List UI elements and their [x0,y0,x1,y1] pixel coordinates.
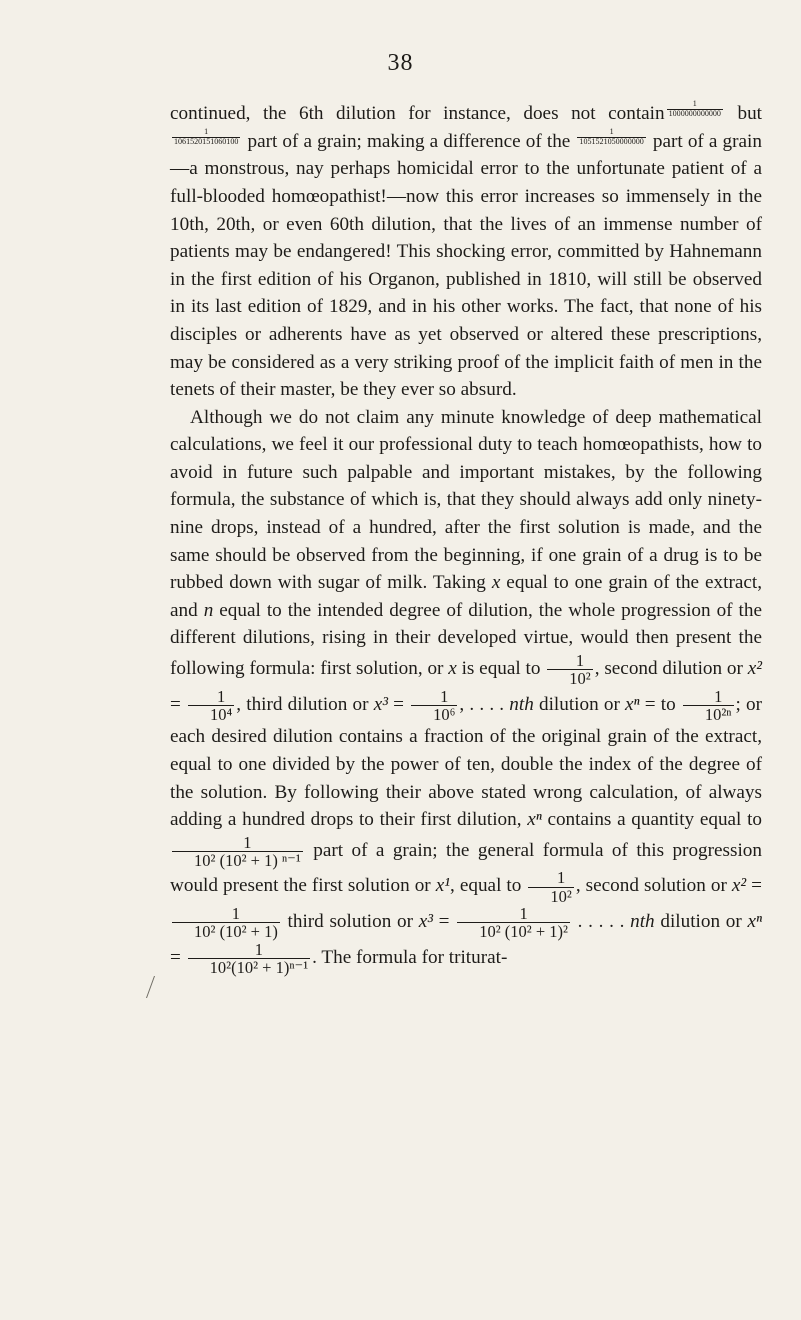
text-column [170,100,762,976]
var-x: x [491,572,501,594]
p2-text-11: = to [639,693,681,715]
p2-text-1: Although we do not claim any minute knowledge of deep mathematical calculations, we feel it our professional duty to teach homœopathists, how to avoid in future such palpable and important mistakes, by the following formula, the substance of which is, that they should always add only ninety-nine drops, instead of a hundred, after the first solution is made, and the same should be observed from the beginning, if one grain of a drug is to be rubbed down with sugar of milk. Taking [170,406,762,594]
paragraph-1 [170,100,762,404]
p2-text-18: third solution or [281,911,419,933]
var-x1: x¹ [435,875,451,897]
fraction-third-dilution: $\frac{1}{\text{10⁶}}$ [411,688,457,724]
p2-text-12: ; or each desired dilution contains a fraction of the original grain of the extract, equal to one divided by the power of ten, double the index of the degree of the solution. By following their above stated wrong calculation, of always adding a hundred drops to their first dilution, [170,693,763,831]
nth-label: nth [509,693,534,715]
fraction-wrong-calculation: $\frac{1}{\text{10² (10² + 1) ⁿ⁻¹}}$ [172,834,303,870]
fraction-nth-solution: $\frac{1}{\text{10²(10² + 1)ⁿ⁻¹}}$ [188,941,311,977]
var-xn: xⁿ [747,911,762,933]
p2-text-2: equal to one grain of the extract, and [170,572,762,621]
p2-text-17: = [746,875,763,897]
p1-text-2: but [724,103,762,125]
p2-text-3: equal to the intended degree of dilution, the whole progression of the different dilutions, rising in their developed virtue, would then present the following formula: first solution, or [170,599,762,680]
fraction-3: $\frac{1}{1051521050000000}$ [579,126,644,146]
margin-pencil-mark [146,976,161,998]
p2-text-4: is equal to [456,658,546,680]
var-x2: x² [747,658,762,680]
fraction-first-dilution: $\frac{1}{\text{10²}}$ [547,652,592,688]
paragraph-2 [170,404,762,977]
p2-text-21: dilution or [654,911,748,933]
p2-text-6: = [170,693,186,715]
p2-text-9: , . . . . [459,693,510,715]
p2-text-13: contains a quantity equal to [541,809,762,831]
var-x3: x³ [418,911,433,933]
fraction-1: $\frac{1}{1000000000000}$ [668,99,721,118]
fraction-second-dilution: $\frac{1}{\text{10⁴}}$ [188,688,234,724]
p1-text-3: part of a grain; making a difference of the [242,130,576,152]
var-x3: x³ [373,693,388,715]
fraction-nth-dilution: $\frac{1}{\text{10²ⁿ}}$ [683,688,734,724]
page-number: 38 [387,50,414,76]
p2-text-19: = [432,911,456,933]
p2-text-14: part of a grain; the general formula of this progression would present the first solution or [170,839,762,897]
var-x: x [448,658,457,680]
nth-label: nth [630,911,655,933]
p2-text-20: . . . . . [571,911,631,933]
p2-text-22: = [170,946,186,968]
p2-text-10: dilution or [533,693,626,715]
p2-text-16: , second solution or [575,875,732,897]
p1-text-1: continued, the 6th dilution for instance, does not contain [170,103,665,125]
fraction-first-solution: $\frac{1}{\text{10²}}$ [528,869,573,905]
p2-text-23: . The formula for triturat- [312,946,508,968]
var-xn: xⁿ [527,809,542,831]
fraction-second-solution: $\frac{1}{\text{10² (10² + 1)}}$ [172,905,280,941]
fraction-2: $\frac{1}{1061520151060100}$ [174,126,239,146]
p2-text-7: , third dilution or [236,693,374,715]
var-xn: xⁿ [625,693,640,715]
p2-text-15: , equal to [450,875,527,897]
p2-text-8: = [387,693,410,715]
fraction-third-solution: $\frac{1}{\text{10² (10² + 1)²}}$ [457,905,570,941]
var-x2: x² [731,875,747,897]
var-n: n [203,599,214,621]
p1-text-4: part of a grain—a monstrous, nay perhaps homicidal error to the unfortunate patient of a full-blooded homœopathist!—now this error increases so immensely in the 10th, 20th, or even 60th dilution, that the lives of an immense number of patients may be endangered! This shocking error, committed by Hahnemann in the first edition of his Organon, published in 1810, will still be observed in its last edition of 1829, and in his other works. The fact, that none of his disciples or adherents have as yet observed or altered these prescriptions, may be considered as a very striking proof of the implicit faith of men in the tenets of their master, be they ever so absurd. [170,130,762,401]
p2-text-5: , second dilution or [594,658,748,680]
